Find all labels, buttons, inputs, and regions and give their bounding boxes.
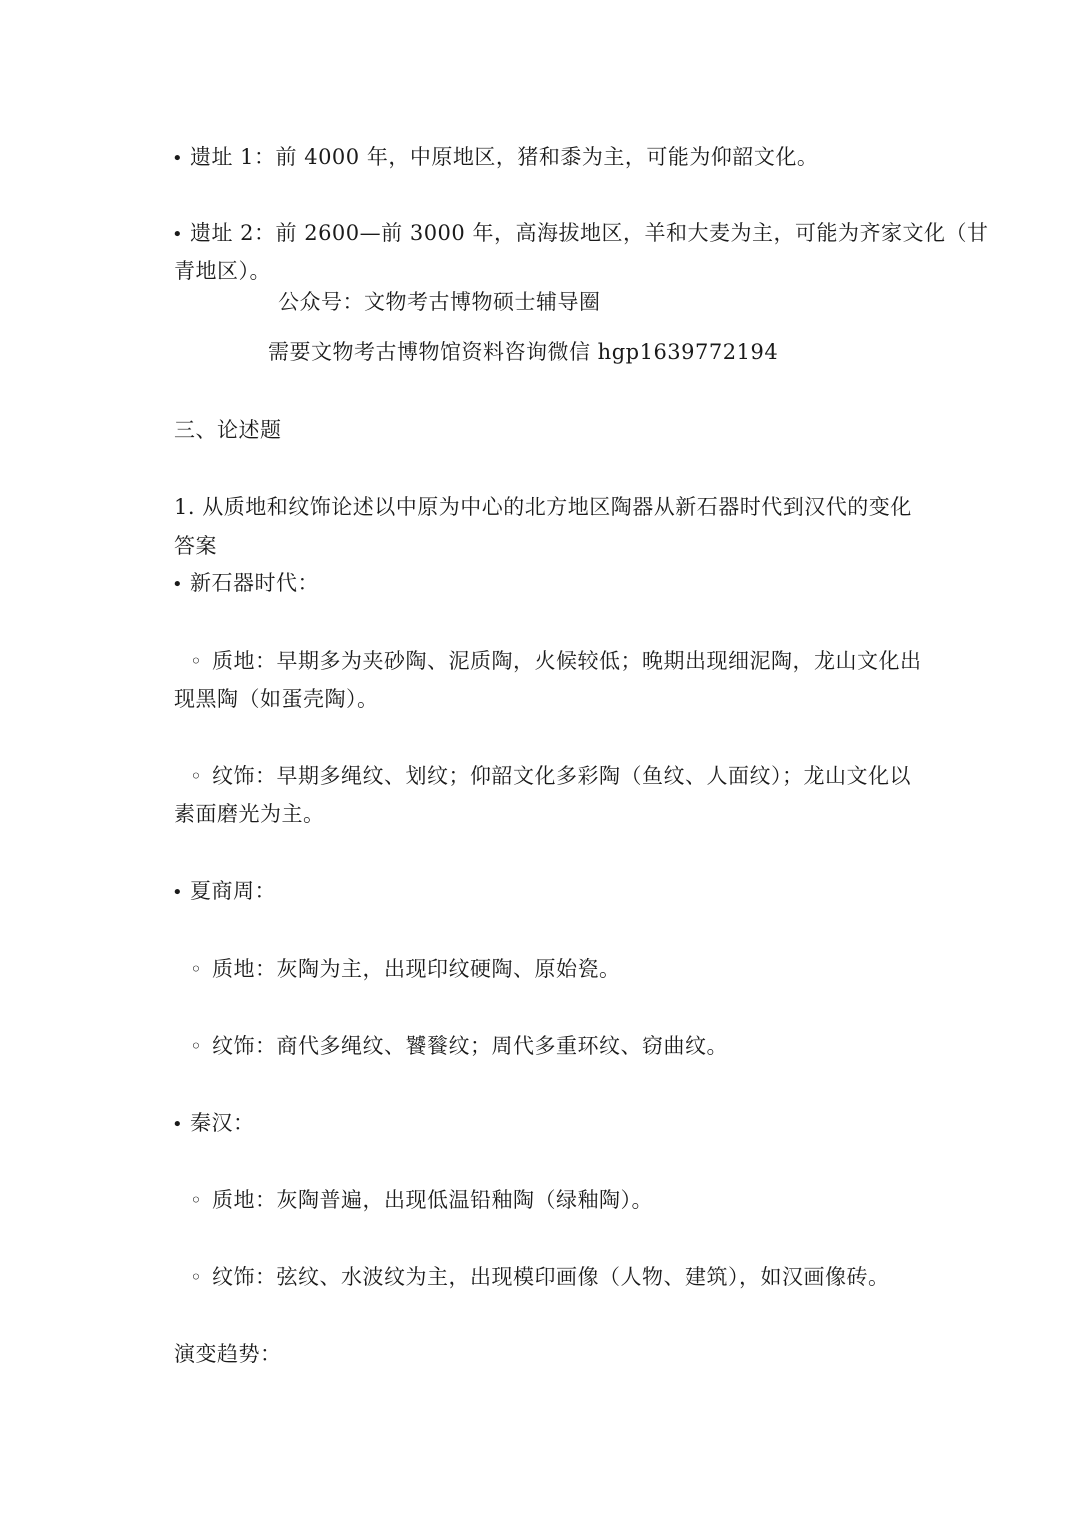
site-1-line	[172, 147, 818, 168]
period-neolithic-label	[172, 573, 319, 594]
question-text: 1. 从质地和纹饰论述以中原为中心的北方地区陶器从新石器时代到汉代的变化	[174, 495, 912, 519]
xsz-texture-line	[190, 959, 621, 980]
period-qinhan-text: 秦汉：	[190, 1111, 255, 1135]
period-neolithic-text: 新石器时代：	[190, 571, 319, 595]
neolithic-texture-text: 质地：早期多为夹砂陶、泥质陶，火候较低；晚期出现细泥陶，龙山文化出	[212, 649, 922, 673]
qinhan-decor-text: 纹饰：弦纹、水波纹为主，出现模印画像（人物、建筑），如汉画像砖。	[212, 1265, 890, 1289]
neolithic-decor-line-1	[190, 766, 911, 787]
qinhan-decor-line	[190, 1267, 890, 1288]
xsz-texture-text: 质地：灰陶为主，出现印纹硬陶、原始瓷。	[212, 957, 621, 981]
xsz-decor-line	[190, 1036, 728, 1057]
period-qinhan-label	[172, 1113, 255, 1134]
neolithic-texture-line-1	[190, 651, 922, 672]
watermark-contact: 需要文物考古博物馆资料咨询微信 hgp1639772194	[268, 340, 779, 364]
site-1-text: 遗址 1：前 4000 年，中原地区，猪和黍为主，可能为仰韶文化。	[190, 145, 819, 169]
site-2-line-1	[172, 223, 988, 244]
neolithic-decor-line-2: 素面磨光为主。	[174, 802, 325, 826]
answer-label: 答案	[174, 534, 217, 558]
neolithic-texture-line-2: 现黑陶（如蛋壳陶）。	[174, 687, 379, 711]
qinhan-texture-text: 质地：灰陶普遍，出现低温铅釉陶（绿釉陶）。	[212, 1188, 653, 1212]
neolithic-decor-text: 纹饰：早期多绳纹、划纹；仰韶文化多彩陶（鱼纹、人面纹）；龙山文化以	[212, 764, 911, 788]
site-2-text: 遗址 2：前 2600—前 3000 年，高海拔地区，羊和大麦为主，可能为齐家文化（甘	[190, 221, 989, 245]
site-2-line-2: 青地区）。	[174, 259, 271, 283]
watermark-account: 公众号：文物考古博物硕士辅导圈	[278, 290, 601, 314]
section-title: 三、论述题	[174, 418, 282, 442]
period-xsz-label	[172, 881, 276, 902]
qinhan-texture-line	[190, 1190, 653, 1211]
xsz-decor-text: 纹饰：商代多绳纹、饕餮纹；周代多重环纹、窃曲纹。	[212, 1034, 728, 1058]
trend-label: 演变趋势：	[174, 1342, 282, 1366]
period-xsz-text: 夏商周：	[190, 879, 276, 903]
